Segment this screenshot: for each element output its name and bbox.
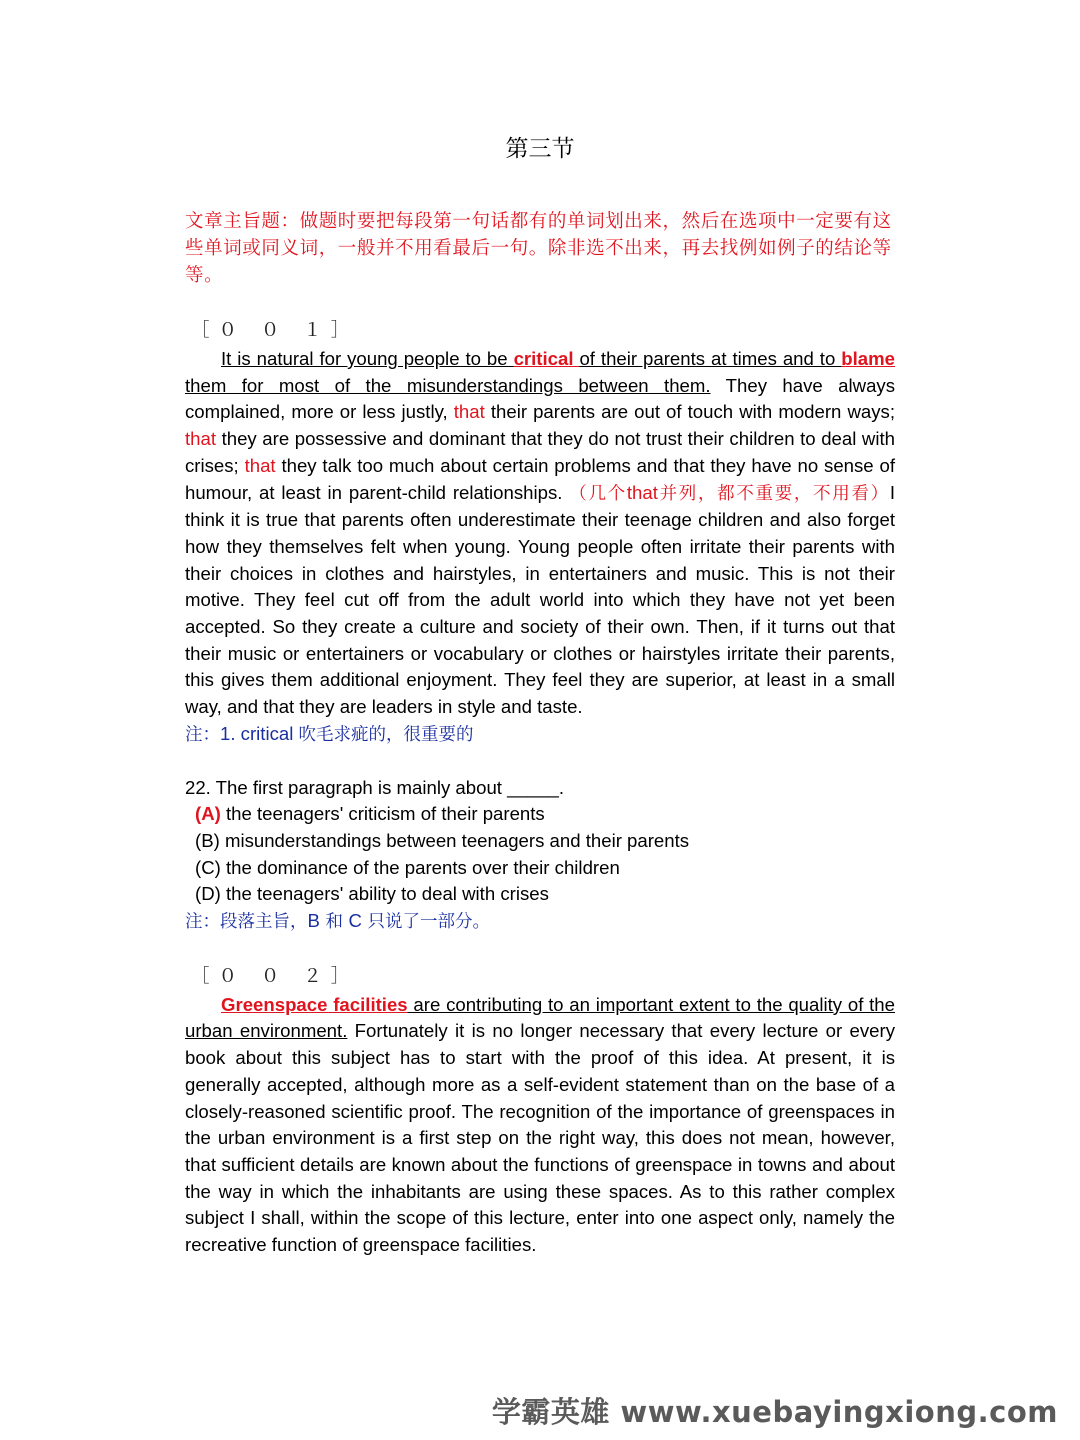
keyword-blame: blame <box>841 348 895 369</box>
highlight-that: that <box>244 454 276 476</box>
passage-002: Greenspace facilities are contributing to an important extent to the quality of the urban environment. Fortunately it is no longer necessary that every lecture or every book about this subject has to start with the proof of this idea. At present, it is generally accepted, although more as a self-evident statement than on the base of a closely-reasoned scientific proof. The recognition of the importance of greenspaces in the urban environment is a first step on the right way, this does not mean, however, that sufficient details are known about the functions of greenspace in towns and about the way in which the inhabitants are using these spaces. As to this rather complex subject I shall, within the scope of this lecture, enter into one aspect only, namely the recreative function of greenspace facilities. <box>185 993 895 1256</box>
document-page <box>185 130 895 1259</box>
passage-001: It is natural for young people to be critical of their parents at times and to blame them for most of the misunderstandings between them. They have always complained, more or less justly, that their parents are out of touch with modern ways; that they are possessive and dominant that they do not trust their children to deal with crises; that they talk too much about certain problems and that they have no sense of humour, at least in parent-child relationships. （几个that并列，都不重要，不用看）I think it is true that parents often underestimate their teenage children and also forget how they themselves felt when young. Young people often irritate their parents with their choices in clothes and hairstyles, in entertainers and music. This is not their motive. They feel cut off from the adult world into which they have not yet been accepted. So they create a culture and society of their own. Then, if it turns out that their music or entertainers or vocabulary or clothes or hairstyles irritate their parents, this gives them additional enjoyment. They feel they are superior, at least in a small way, and that they are leaders in style and taste. <box>185 348 896 718</box>
answer-note: 注：段落主旨，B 和 C 只说了一部分。 <box>185 910 491 933</box>
highlight-that: that <box>453 401 485 423</box>
option-c: (C) the dominance of the parents over their children <box>195 856 620 878</box>
inline-comment: （几个that并列，都不重要，不用看） <box>569 481 890 504</box>
vocab-note: 注：1. critical 吹毛求疵的，很重要的 <box>185 722 474 745</box>
reading-tip: 文章主旨题：做题时要把每段第一句话都有的单词划出来，然后在选项中一定要有这些单词或同义词，一般并不用看最后一句。除非选不出来，再去找例如例子的结论等等。 <box>185 211 892 286</box>
keyword-critical: critical <box>513 348 580 369</box>
spacer <box>185 936 895 963</box>
highlight-that: that <box>185 428 217 450</box>
keyword-greenspace: Greenspace facilities <box>221 993 408 1015</box>
option-a: (A) the teenagers' criticism of their parents <box>195 803 545 825</box>
first-sentence: It is natural for young people to be critical of their parents at times and to blame them for most of the misunderstandings between them. <box>185 348 895 396</box>
option-b: (B) misunderstandings between teenagers and their parents <box>195 829 690 851</box>
item-number-002: ［０ ０ ２］ <box>191 965 359 987</box>
site-watermark: 学霸英雄 www.xuebayingxiong.com <box>491 1395 1058 1429</box>
question-22-stem: 22. The first paragraph is mainly about _____. <box>185 776 564 798</box>
answer-label: (A) <box>195 803 221 825</box>
option-d: (D) the teenagers' ability to deal with crises <box>195 883 549 905</box>
first-sentence: Greenspace facilities are contributing to an important extent to the quality of the urban environment. <box>185 993 895 1042</box>
section-title: 第三节 <box>505 136 575 162</box>
item-number-001: ［０ ０ １］ <box>191 320 359 341</box>
